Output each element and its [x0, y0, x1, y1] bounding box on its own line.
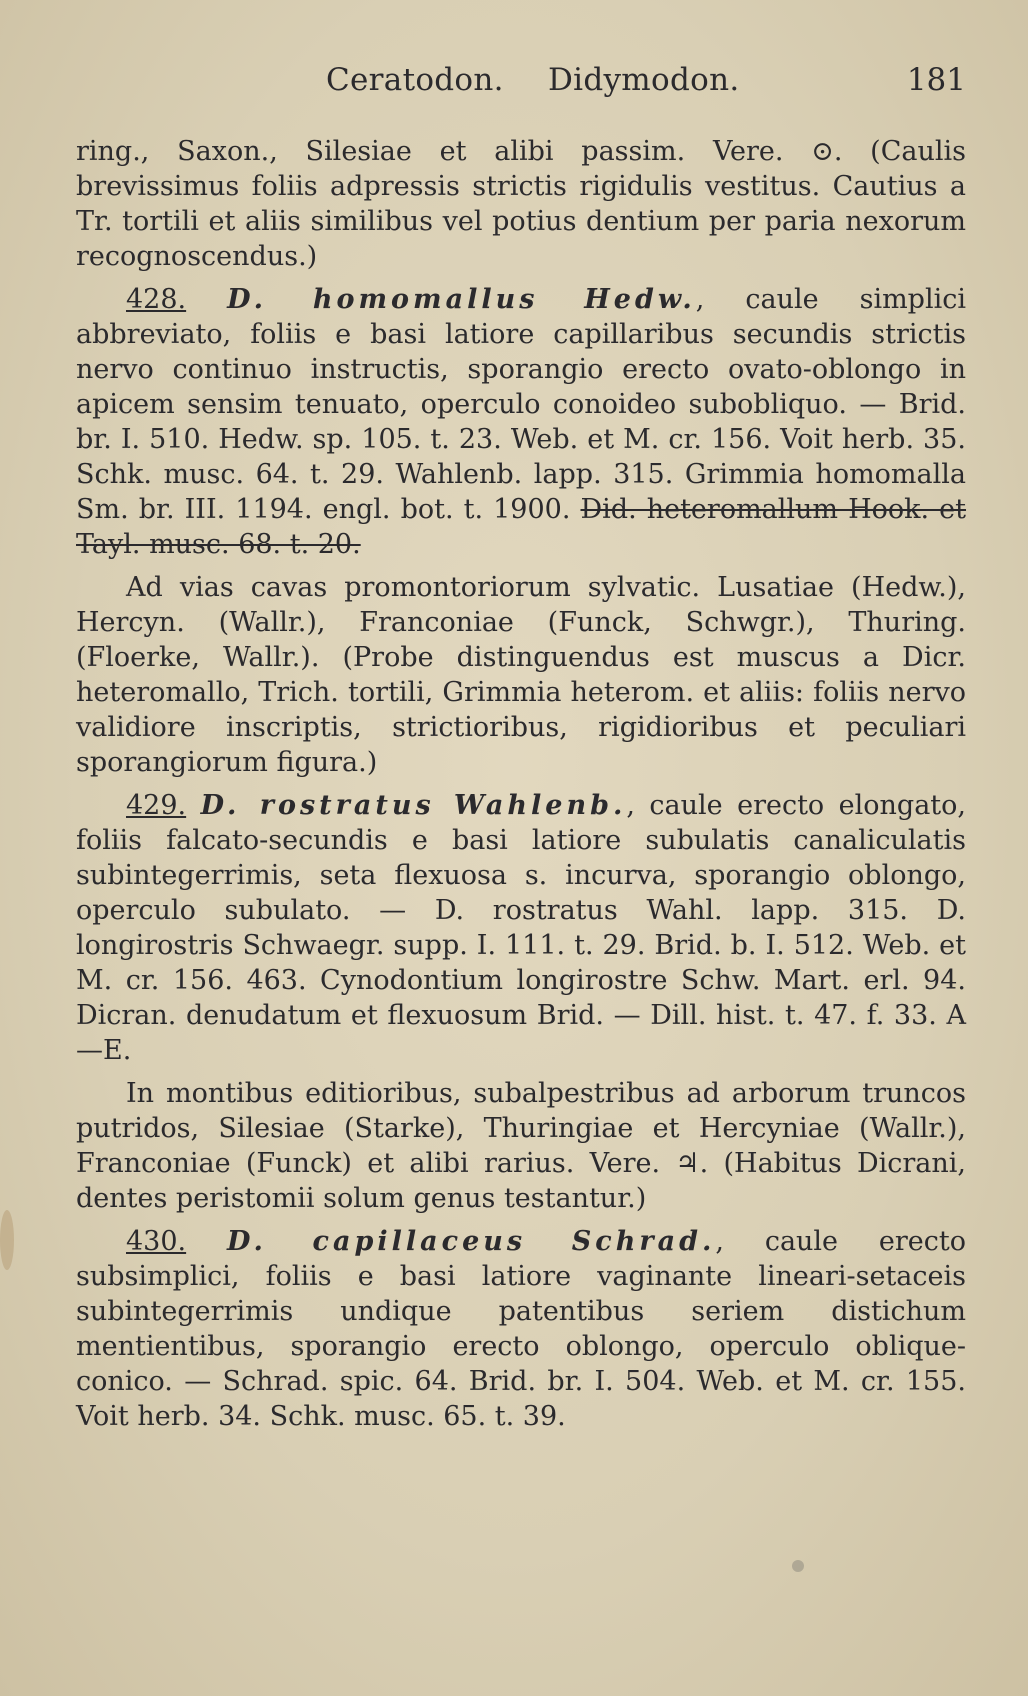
page-number: 181 [906, 62, 966, 98]
entry-description: , caule erecto subsimplici, foliis e basi latiore vaginante lineari-setaceis subintegerrimis undique patentibus seriem distichum mentientibus, sporangio erecto oblongo, operculo oblique-conico. — Schrad. spic. 64. Brid. br. I. 504. Web. et M. cr. 155. Voit herb. 34. Schk. musc. 65. t. 39. [76, 1226, 967, 1432]
entry-number: 430. [126, 1226, 187, 1257]
species-entry-429 [76, 788, 966, 1068]
genus-left: Ceratodon. [326, 62, 504, 98]
species-entry-430 [76, 1224, 966, 1434]
entry-number: 429. [126, 790, 187, 821]
habitat-paragraph-428: Ad vias cavas promontoriorum sylvatic. Lusatiae (Hedw.), Hercyn. (Wallr.), Franconiae (Funck, Schwgr.), Thuring. (Floerke, Wallr.). (Probe distinguendus est muscus a Dicr. heteromallo, Trich. tortili, Grimmia heterom. et aliis: foliis nervo validiore inscriptis, strictioribus, rigidioribus et peculiari sporangiorum figura.) [76, 572, 966, 778]
species-name: D. capillaceus Schrad. [227, 1226, 716, 1257]
struck-reference: Did. heteromallum Hook. et Tayl. musc. 68. t. 20. [76, 494, 967, 560]
foxing-stain [0, 1210, 14, 1270]
running-header [76, 62, 966, 112]
entry-number: 428. [126, 284, 187, 315]
running-title [326, 62, 774, 98]
foxing-stain [792, 1560, 804, 1572]
entry-description: , caule erecto elongato, foliis falcato-secundis e basi latiore subulatis canaliculatis subintegerrimis, seta flexuosa s. incurva, sporangio oblongo, operculo subulato. — D. rostratus Wahl. lapp. 315. D. longirostris Schwaegr. supp. I. 111. t. 29. Brid. b. I. 512. Web. et M. cr. 156. 463. Cynodontium longirostre Schw. Mart. erl. 94. Dicran. denudatum et flexuosum Brid. — Dill. hist. t. 47. f. 33. A—E. [76, 790, 966, 1066]
entry-description: , caule simplici abbreviato, foliis e basi latiore capillaribus secundis strictis nervo continuo instructis, sporangio erecto ovato-oblongo in apicem sensim tenuato, operculo conoideo subobliquo. — Brid. br. I. 510. Hedw. sp. 105. t. 23. Web. et M. cr. 156. Voit herb. 35. Schk. musc. 64. t. 29. Wahlenb. lapp. 315. Grimmia homomalla Sm. br. III. 1194. engl. bot. t. 1900. [76, 284, 966, 525]
habitat-paragraph-429: In montibus editioribus, subalpestribus ad arborum truncos putridos, Silesiae (Starke), Thuringiae et Hercyniae (Wallr.), Franconiae (Funck) et alibi rarius. Vere. ♃. (Habitus Dicrani, dentes peristomii solum genus testantur.) [76, 1078, 966, 1214]
species-entry-428 [76, 282, 966, 562]
species-name: D. homomallus Hedw. [227, 284, 696, 315]
page-body [76, 134, 966, 1442]
genus-right: Didymodon. [547, 62, 740, 98]
continued-paragraph: ring., Saxon., Silesiae et alibi passim. Vere. ⊙. (Caulis brevissimus foliis adpressis strictis rigidulis vestitus. Cautius a Tr. tortili et aliis similibus vel potius dentium per paria nexorum recognoscendus.) [76, 136, 966, 272]
species-name: D. rostratus Wahlenb. [200, 790, 627, 821]
